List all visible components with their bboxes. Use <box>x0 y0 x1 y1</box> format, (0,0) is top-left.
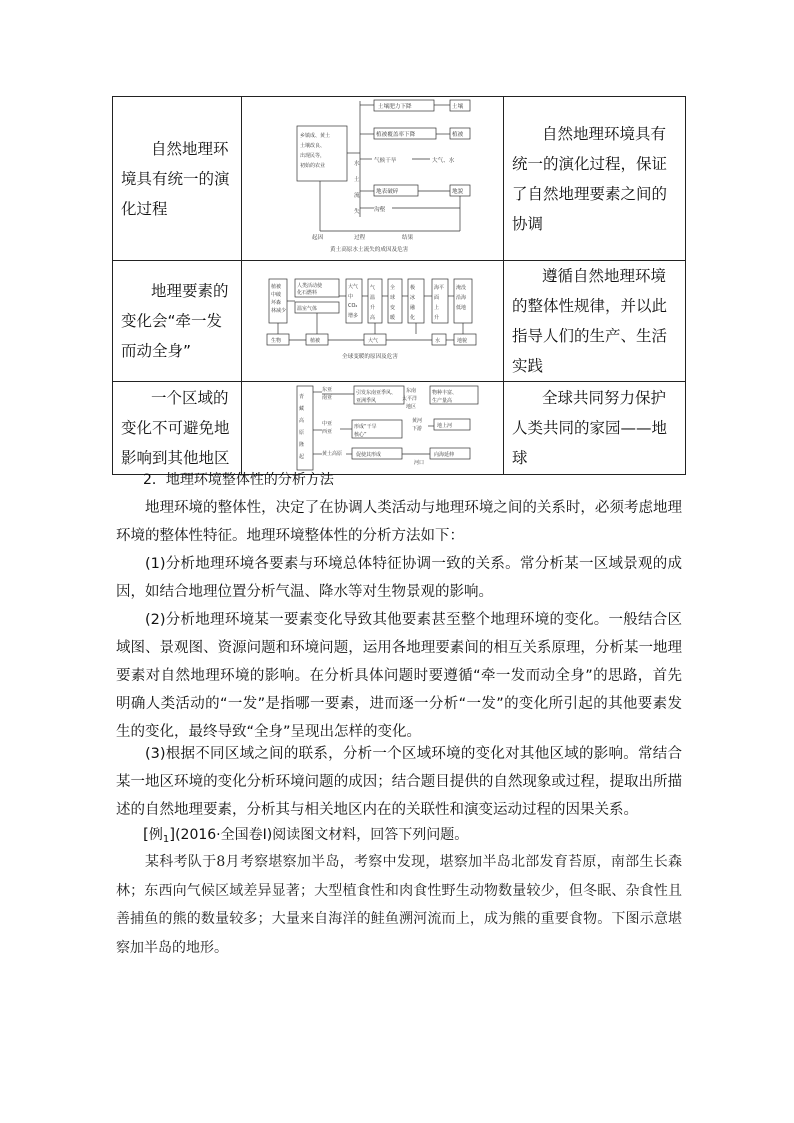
section-heading: 2．地理环境整体性的分析方法 <box>143 472 334 488</box>
svg-text:植被: 植被 <box>310 338 321 344</box>
svg-text:沿海: 沿海 <box>456 295 467 301</box>
table-cell-principle <box>113 97 242 261</box>
svg-text:地貌: 地貌 <box>457 338 468 344</box>
svg-text:球: 球 <box>390 295 396 301</box>
svg-text:东亚: 东亚 <box>322 387 333 393</box>
svg-text:CO₂: CO₂ <box>348 303 358 309</box>
svg-text:低地: 低地 <box>456 305 467 311</box>
svg-text:形成“干旱: 形成“干旱 <box>354 424 377 430</box>
svg-text:中: 中 <box>348 294 354 300</box>
svg-text:起: 起 <box>299 454 305 460</box>
svg-text:生产量高: 生产量高 <box>432 398 453 404</box>
example-label <box>143 824 468 845</box>
svg-text:太平洋: 太平洋 <box>402 396 418 402</box>
diagram-label: 地表破碎 <box>376 189 399 195</box>
diagram-label: 过程 <box>354 235 366 241</box>
svg-text:原: 原 <box>299 430 305 436</box>
cell-text: 一个区域的变化不可避免地影响到其他地区 <box>121 389 230 467</box>
svg-text:促使其形成: 促使其形成 <box>356 452 382 458</box>
summary-table <box>112 96 686 475</box>
svg-text:冰: 冰 <box>410 295 416 301</box>
example-number: 1 <box>162 834 170 845</box>
table-row <box>113 261 686 382</box>
svg-text:变: 变 <box>390 305 396 311</box>
svg-text:升: 升 <box>434 315 440 321</box>
paragraph-intro: 地理环境的整体性，决定了在协调人类活动与地理环境之间的关系时，必须考虑地理环境的整体性特征。地理环境整体性的分析方法如下： <box>116 500 682 544</box>
example-source: (2016·全国卷Ⅰ)阅读图文材料，回答下列问题。 <box>175 827 469 843</box>
svg-text:向海延伸: 向海延伸 <box>434 452 455 458</box>
cell-text: 地理要素的变化会“牵一发而动全身” <box>121 282 229 360</box>
diagram-label: 大气、水 <box>432 158 455 164</box>
diagram-label: 土壤改良、 <box>300 143 326 149</box>
svg-text:黄河: 黄河 <box>412 418 423 424</box>
paragraph-method-3: (3)根据不同区域之间的联系，分析一个区域环境的变化对其他区域的影响。常结合某一地区环境的变化分析环境问题的成因；结合题目提供的自然现象或过程，提取出所描述的自然地理要素，分析其与相关地区内在的关联性和演变运动过程的因果关系。 <box>116 746 682 818</box>
diagram-label: 沟壑 <box>374 207 386 213</box>
table-cell-meaning <box>504 382 686 475</box>
svg-text:高: 高 <box>299 418 305 424</box>
svg-text:西亚: 西亚 <box>322 429 333 435</box>
table-cell-principle <box>113 261 242 382</box>
diagram-caption: 黄土高原水土流失的成因及危害 <box>330 247 409 253</box>
svg-text:黄土高原: 黄土高原 <box>322 451 343 457</box>
svg-text:坏森: 坏森 <box>271 300 282 306</box>
diagram-label: 地貌 <box>452 189 464 195</box>
svg-text:中亚: 中亚 <box>322 421 333 427</box>
paragraph-method-2: (2)分析地理环境某一要素变化导致其他要素甚至整个地理环境的变化。一般结合区域图、景观图、资源问题和环境问题，运用各地理要素间的相互关系原理，分析某一地理要素对自然地理环境的影响。在分析具体问题时要遵循“牵一发而动全身”的思路，首先明确人类活动的“一发”是指哪一要素，进而逐一分析“一发”的变化所引起的其他要素发生的变化，最终导致“全身”呈现出怎样的变化。 <box>116 612 682 740</box>
svg-text:上: 上 <box>434 305 440 311</box>
svg-text:青: 青 <box>299 394 305 400</box>
cell-text: 全球共同努力保护人类共同的家园——地球 <box>512 389 668 467</box>
svg-text:气: 气 <box>370 285 376 291</box>
diagram-label: 土 <box>354 177 360 183</box>
svg-text:南亚: 南亚 <box>322 395 333 401</box>
diagram-label: 水 <box>354 161 360 167</box>
diagram-label: 土壤 <box>452 104 464 110</box>
svg-text:核心”: 核心” <box>354 432 367 438</box>
diagram-label: 土壤肥力下降 <box>378 104 412 110</box>
svg-text:隆: 隆 <box>299 442 305 448</box>
diagram-label: 出现民等， <box>300 153 326 159</box>
table-cell-principle <box>113 382 242 475</box>
svg-text:海平: 海平 <box>434 285 445 291</box>
cell-text: 自然地理环境具有统一的演化过程，保证了自然地理要素之间的协调 <box>512 124 668 233</box>
svg-text:地区: 地区 <box>406 404 417 410</box>
svg-text:物种丰富、: 物种丰富、 <box>432 390 458 396</box>
svg-text:林减少: 林减少 <box>271 308 287 314</box>
diagram-label: 初始的农业 <box>300 163 326 169</box>
diagram-label: 乡镇成、黄土 <box>300 133 331 139</box>
global-warming-diagram <box>242 274 503 368</box>
loess-erosion-diagram <box>242 97 503 260</box>
example-bracket-close: ] <box>169 825 176 843</box>
svg-text:淹没: 淹没 <box>456 285 467 291</box>
svg-text:温室气体: 温室气体 <box>297 306 318 312</box>
table-cell-diagram <box>242 261 504 382</box>
table-cell-meaning <box>504 261 686 382</box>
svg-text:增多: 增多 <box>348 313 359 319</box>
svg-text:下游: 下游 <box>412 426 423 432</box>
cell-text: 自然地理环境具有统一的演化过程 <box>121 139 230 218</box>
cell-text: 遵循自然地理环境的整体性规律，并以此指导人们的生产、生活实践 <box>512 267 668 375</box>
svg-text:化石燃料: 化石燃料 <box>297 290 318 296</box>
svg-text:全: 全 <box>390 285 396 291</box>
svg-text:东南: 东南 <box>406 388 417 394</box>
table-cell-meaning <box>504 97 686 261</box>
svg-text:植被: 植被 <box>271 284 282 290</box>
diagram-label: 植被 <box>452 132 464 138</box>
example-material: 某科考队于8月考察堪察加半岛，考察中发现，堪察加半岛北部发育苔原，南部生长森林；东西向气候区域差异显著；大型植食性和肉食性野生动物数量较少，但冬眠、杂食性且善捕鱼的熊的数量较多；大量来自海洋的鲑鱼溯河流而上，成为熊的重要食物。下图示意堪察加半岛的地形。 <box>116 854 682 956</box>
svg-text:藏: 藏 <box>299 406 305 412</box>
svg-text:大气: 大气 <box>348 284 359 290</box>
svg-text:生物: 生物 <box>271 338 282 344</box>
diagram-label: 失 <box>354 209 360 215</box>
diagram-caption: 全球变暖的原因及危害 <box>342 354 398 360</box>
diagram-label: 结果 <box>402 235 414 241</box>
diagram-label: 植被覆盖率下降 <box>376 132 416 138</box>
svg-text:高: 高 <box>370 315 376 321</box>
svg-text:人类活动使: 人类活动使 <box>297 283 323 289</box>
svg-text:化: 化 <box>410 315 416 321</box>
svg-text:亚洲季风: 亚洲季风 <box>356 398 377 404</box>
svg-text:引发东南亚季风、: 引发东南亚季风、 <box>356 390 397 396</box>
table-row <box>113 97 686 261</box>
svg-text:面: 面 <box>434 295 440 301</box>
svg-text:温: 温 <box>370 295 376 301</box>
diagram-label: 气候干旱 <box>374 158 397 164</box>
tibetan-plateau-diagram <box>242 382 503 474</box>
diagram-label: 流 <box>354 193 360 199</box>
example-word: 例 <box>148 827 163 843</box>
diagram-label: 起因 <box>312 235 324 241</box>
svg-text:水: 水 <box>435 338 441 344</box>
svg-text:河口: 河口 <box>414 460 425 466</box>
paragraph-method-1: (1)分析地理环境各要素与环境总体特征协调一致的关系。常分析某一区域景观的成因，如结合地理位置分析气温、降水等对生物景观的影响。 <box>116 556 682 600</box>
svg-text:中破: 中破 <box>271 292 282 298</box>
svg-text:地上河: 地上河 <box>437 423 453 429</box>
svg-text:融: 融 <box>410 305 416 311</box>
table-row <box>113 382 686 475</box>
svg-text:大气: 大气 <box>368 338 379 344</box>
svg-text:暖: 暖 <box>390 315 396 321</box>
example-bracket-open: [ <box>143 825 149 843</box>
svg-text:极: 极 <box>410 285 416 291</box>
table-cell-diagram <box>242 97 504 261</box>
table-cell-diagram <box>242 382 504 475</box>
svg-text:升: 升 <box>370 305 376 311</box>
